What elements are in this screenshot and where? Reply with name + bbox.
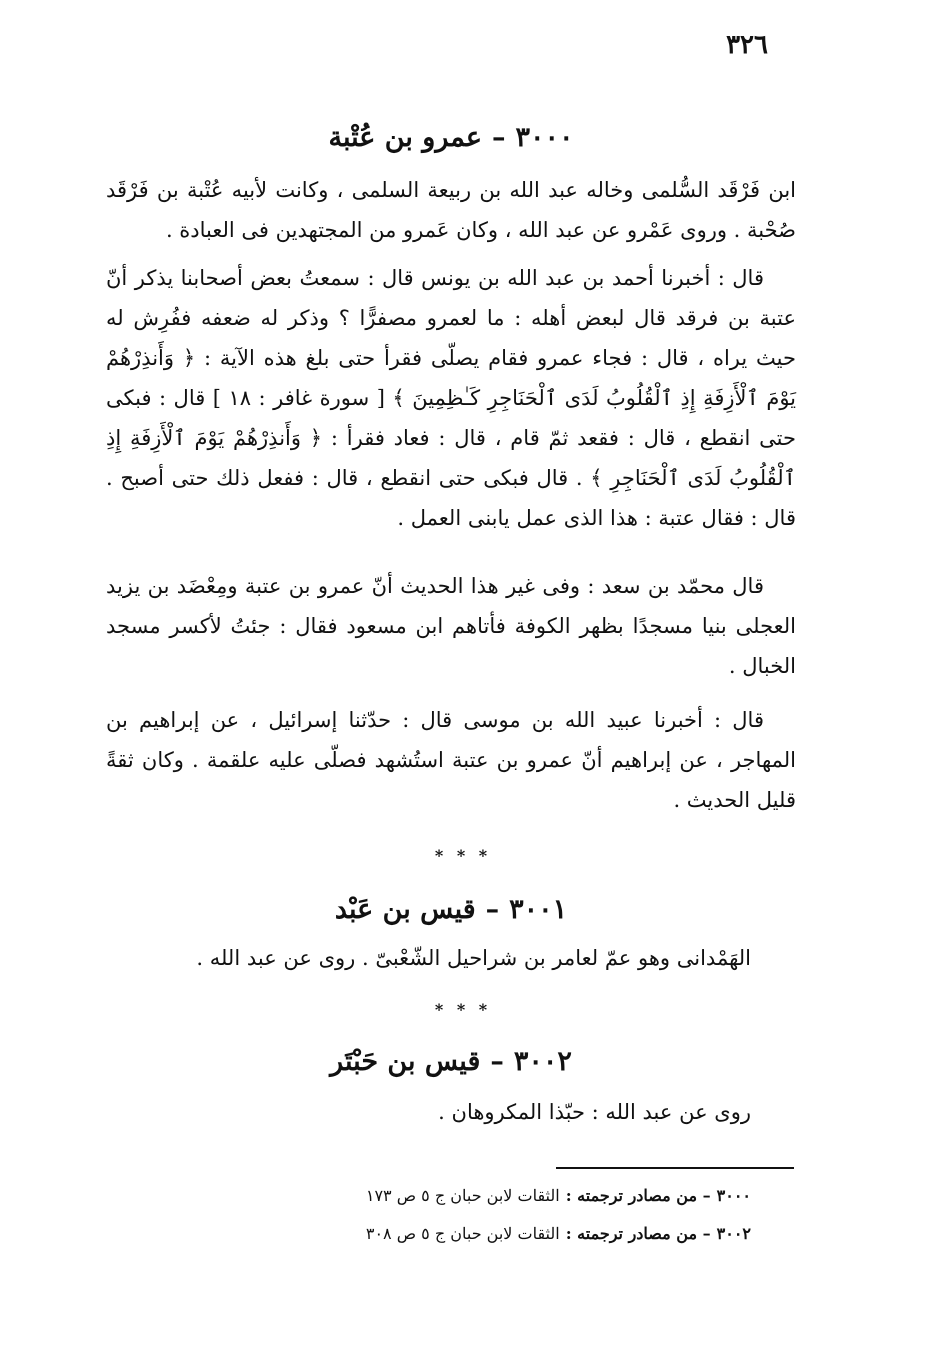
footnote-divider <box>556 1167 794 1169</box>
footnote <box>251 1184 751 1208</box>
entry-3000-body <box>106 170 796 250</box>
entry-3001-body <box>151 938 751 978</box>
paragraph: قال : أخبرنا عبيد الله بن موسى قال : حدّثنا إسرائيل ، عن إبراهيم بن المهاجر ، عن إبراهيم أنّ عمرو بن عتبة استُشهد فصلّى عليه علقمة . وكان ثقةً قليل الحديث . <box>106 708 796 812</box>
entry-number: ٣٠٠٢ <box>513 1046 572 1077</box>
entry-number: ٣٠٠٠ <box>515 122 574 153</box>
footnote-text: الثقات لابن حبان ج ٥ ص ١٧٣ <box>365 1186 560 1205</box>
entry-number: ٣٠٠١ <box>509 894 568 925</box>
entry-title: ٣٠٠٠–عمرو بن عُتْبة <box>328 122 574 153</box>
footnote-number: ٣٠٠٢ <box>716 1224 751 1243</box>
paragraph: الهَمْدانى وهو عمّ لعامر بن شراحيل الشّعْبىّ . روى عن عبد الله . <box>196 946 751 970</box>
footnote-text: الثقات لابن حبان ج ٥ ص ٣٠٨ <box>365 1224 560 1243</box>
footnote-number: ٣٠٠٠ <box>716 1186 751 1205</box>
separator-stars: * * * <box>434 846 492 865</box>
entry-3000-body-2 <box>106 258 796 538</box>
entry-name: قيس بن حَبْتَر <box>330 1046 481 1077</box>
entry-3002 <box>106 1042 796 1082</box>
entry-name: قيس بن عَبْد <box>334 894 476 925</box>
paragraph: قال محمّد بن سعد : وفى غير هذا الحديث أنّ عمرو بن عتبة ومِعْضَد بن يزيد العجلى بنيا مسجدًا بظهر الكوفة فأتاهم ابن مسعود فقال : جئتُ لأكسر مسجد الخبال . <box>106 574 796 678</box>
page-number: ٣٢٦ <box>726 30 768 60</box>
entry-title: ٣٠٠٢–قيس بن حَبْتَر <box>330 1046 572 1077</box>
paragraph: روى عن عبد الله : حبّذا المكروهان . <box>438 1100 751 1124</box>
separator-stars: * * * <box>434 1000 492 1019</box>
entry-3001 <box>106 890 796 930</box>
footnote-label: – من مصادر ترجمته : <box>565 1186 711 1205</box>
entry-name: عمرو بن عُتْبة <box>328 122 482 153</box>
entry-3000-body-4 <box>106 700 796 820</box>
footnote <box>251 1222 751 1246</box>
entry-title: ٣٠٠١–قيس بن عَبْد <box>334 894 568 925</box>
paragraph: ابن فَرْقَد السُّلمى وخاله عبد الله بن ربيعة السلمى ، وكانت لأبيه عُتْبة بن فَرْقَد صُحْبة . وروى عَمْرو عن عبد الله ، وكان عَمرو من المجتهدين فى العبادة . <box>106 178 796 242</box>
entry-3000 <box>106 118 796 158</box>
paragraph: قال : أخبرنا أحمد بن عبد الله بن يونس قال : سمعتُ بعض أصحابنا يذكر أنّ عتبة بن فرقد قال لبعض أهله : ما لعمرو مصفرًّا ؟ وذكر له ضعفه ففُرِش له حيث يراه ، قال : فجاء عمرو فقام يصلّى فقرأ حتى بلغ هذه الآية : ﴿ وَأَنذِرْهُمْ يَوْمَ ٱلْأَزِفَةِ إِذِ ٱلْقُلُوبُ لَدَى ٱلْحَنَاجِرِ كَـٰظِمِينَ ﴾ [ سورة غافر : ١٨ ] قال : فبكى حتى انقطع ، قال : فقعد ثمّ قام ، قال : فعاد فقرأ : ﴿ وَأَنذِرْهُمْ يَوْمَ ٱلْأَزِفَةِ إِذِ ٱلْقُلُوبُ لَدَى ٱلْحَنَاجِرِ ﴾ . قال فبكى حتى انقطع ، قال : ففعل ذلك حتى أصبح . قال : فقال عتبة : هذا الذى عمل يابنى العمل . <box>106 266 797 530</box>
entry-3002-body <box>151 1092 751 1132</box>
entry-3000-body-3 <box>106 566 796 686</box>
footnote-label: – من مصادر ترجمته : <box>565 1224 711 1243</box>
